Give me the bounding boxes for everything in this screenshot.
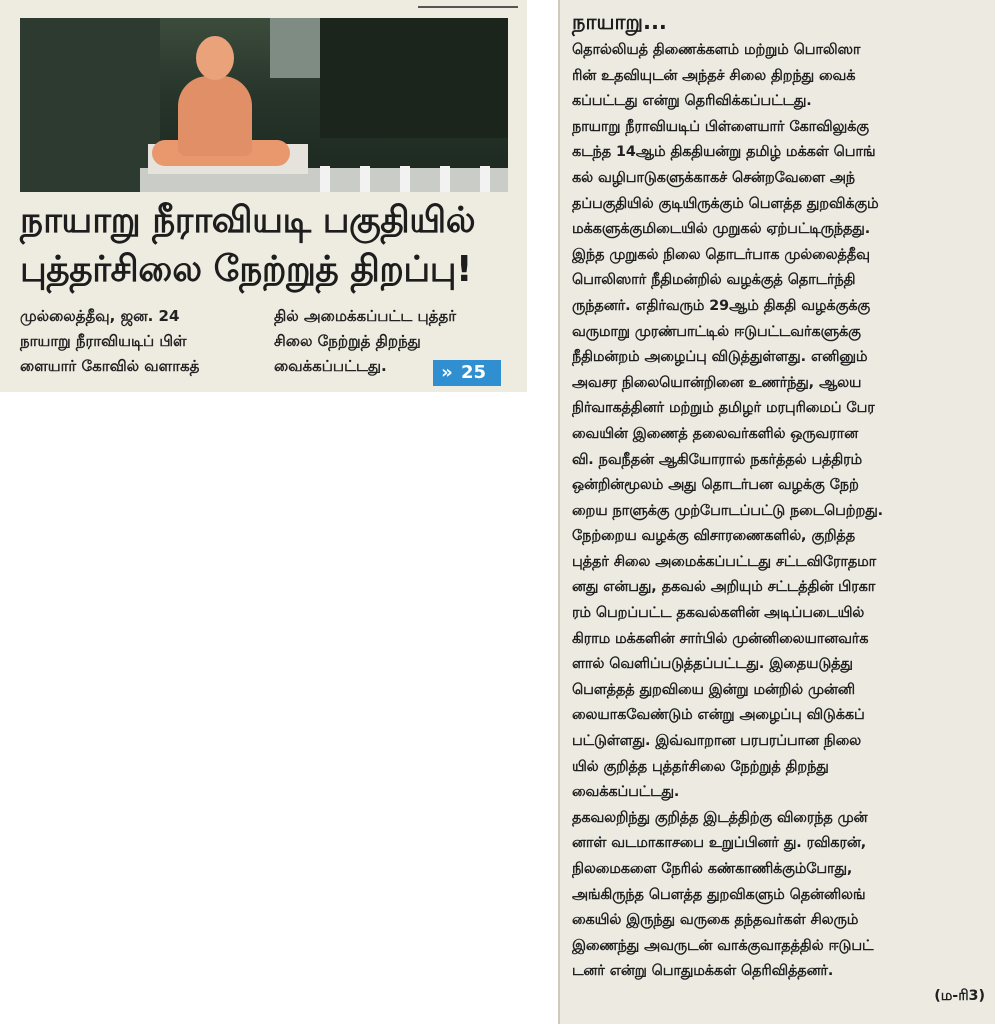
buddha-statue-photo — [20, 18, 508, 192]
teaser-line: சிலை நேற்றுத் திறந்து — [274, 332, 421, 350]
article-line: னது என்பது, தகவல் அறியும் சட்டத்தின் பிரகா — [572, 579, 876, 596]
article-line: டனர் என்று பொதுமக்கள் தெரிவித்தனர். — [572, 963, 834, 980]
photo-fence-post — [320, 166, 330, 192]
article-line: ரம் பெறப்பட்ட தகவல்களின் அடிப்படையில் — [572, 605, 865, 622]
article-line: கப்பட்டது என்று தெரிவிக்கப்பட்டது. — [572, 93, 812, 110]
article-line: யில் குறித்த புத்தர்சிலை நேற்றுத் திறந்து — [572, 758, 829, 775]
statue-body — [178, 76, 252, 156]
article-line: பொலிஸார் நீதிமன்றில் வழக்குத் தொடர்ந்தி — [572, 272, 856, 289]
article-body — [572, 38, 992, 985]
article-line: இணைந்து அவருடன் வாக்குவாதத்தில் ஈடுபட் — [572, 937, 874, 954]
article-line: வைக்கப்பட்டது. — [572, 784, 680, 801]
article-line: றைய நாளுக்கு முற்போடப்பட்டு நடைபெற்றது. — [572, 502, 884, 519]
article-line: தகவலறிந்து குறித்த இடத்திற்கு விரைந்த முன் — [572, 809, 868, 826]
teaser-line: நாயாறு நீராவியடிப் பிள் — [20, 332, 187, 350]
article-line: ளால் வெளிப்படுத்தப்பட்டது. இதையடுத்து — [572, 656, 853, 673]
article-line: ரின் உதவியுடன் அந்தச் சிலை திறந்து வைக் — [572, 67, 856, 84]
teaser-line: வைக்கப்பட்டது. — [274, 357, 387, 375]
continued-heading: நாயாறு... — [572, 10, 667, 34]
article-line: நிலமைகளை நேரில் கண்காணிக்கும்போது, — [572, 861, 853, 877]
front-page-clipping — [0, 0, 527, 392]
teaser-line: தில் அமைக்கப்பட்ட புத்தர் — [274, 307, 457, 325]
article-line: கையில் இருந்து வருகை தந்தவர்கள் சிலரும் — [572, 912, 859, 929]
article-line: பட்டுள்ளது. இவ்வாறான பரபரப்பான நிலை — [572, 733, 862, 750]
column-rule — [418, 6, 518, 8]
teaser-column-1 — [20, 304, 260, 379]
article-line: வி. நவநீதன் ஆகியோரால் நகர்த்தல் பத்திரம் — [572, 451, 863, 468]
article-line: லையாகவேண்டும் என்று அழைப்பு விடுக்கப் — [572, 707, 865, 724]
article-line: வருமாறு முரண்பாட்டில் ஈடுபட்டவர்களுக்கு — [572, 323, 861, 340]
jump-page-number: 25 — [461, 362, 487, 383]
article-line: பௌத்தத் துறவியை இன்று மன்றில் முன்னி — [572, 681, 855, 698]
article-line: நிர்வாகத்தினர் மற்றும் தமிழர் மரபுரிமைப் பேர — [572, 400, 875, 417]
article-line: ருந்தனர். எதிர்வரும் 29ஆம் திகதி வழக்குக்கு — [572, 297, 870, 314]
article-line: புத்தர் சிலை அமைக்கப்பட்டது சட்டவிரோதமா — [572, 553, 877, 570]
article-line: கல் வழிபாடுகளுக்காகச் சென்றவேளை அந் — [572, 169, 855, 186]
article-line: னாள் வடமாகாசபை உறுப்பினர் து. ரவிகரன், — [572, 835, 867, 852]
article-line: கடந்த 14ஆம் திகதியன்று தமிழ் மக்கள் பொங் — [572, 144, 876, 161]
article-line: அவசர நிலையொன்றினை உணர்ந்து, ஆலய — [572, 374, 862, 391]
clipping-edge — [558, 0, 560, 1024]
teaser-line: முல்லைத்தீவு, ஜன. 24 — [20, 307, 180, 325]
headline-line-2: புத்தர்சிலை நேற்றுத் திறப்பு! — [20, 249, 472, 290]
article-line: மக்களுக்குமிடையில் முறுகல் ஏற்பட்டிருந்தது. — [572, 221, 871, 238]
reporter-credit: (ம-ரி3) — [934, 988, 985, 1004]
statue-head — [196, 36, 234, 80]
double-chevron-right-icon: » — [441, 362, 453, 383]
photo-fence-post — [360, 166, 370, 192]
headline-line-1: நாயாறு நீராவியடி பகுதியில் — [20, 200, 476, 241]
article-line: கிராம மக்களின் சார்பில் முன்னிலையானவர்க — [572, 630, 869, 647]
article-line: அங்கிருந்த பௌத்த துறவிகளும் தென்னிலங் — [572, 886, 866, 903]
article-line: தப்பகுதியில் குடியிருக்கும் பௌத்த துறவிக்கும் — [572, 195, 879, 212]
article-line: தொல்லியத் திணைக்களம் மற்றும் பொலிஸா — [572, 42, 861, 58]
photo-foliage-right — [320, 18, 508, 138]
article-line: ஒன்றின்மூலம் அது தொடர்பன வழக்கு நேற் — [572, 477, 859, 494]
teaser-line: ளையார் கோவில் வளாகத் — [20, 357, 200, 375]
article-line: நீதிமன்றம் அழைப்பு விடுத்துள்ளது. எனினும் — [572, 349, 868, 366]
article-line: நாயாறு நீராவியடிப் பிள்ளையார் கோவிலுக்கு — [572, 118, 869, 135]
photo-fence-post — [400, 166, 410, 192]
continued-on-page-badge — [433, 360, 501, 386]
article-line: நேற்றைய வழக்கு விசாரணைகளில், குறித்த — [572, 528, 856, 545]
photo-fence-post — [480, 166, 490, 192]
photo-fence-post — [440, 166, 450, 192]
article-line: வையின் இணைத் தலைவர்களில் ஒருவரான — [572, 425, 858, 442]
photo-foliage-left — [20, 18, 160, 192]
continuation-clipping — [558, 0, 995, 1024]
article-line: இந்த முறுகல் நிலை தொடர்பாக முல்லைத்தீவு — [572, 246, 870, 263]
